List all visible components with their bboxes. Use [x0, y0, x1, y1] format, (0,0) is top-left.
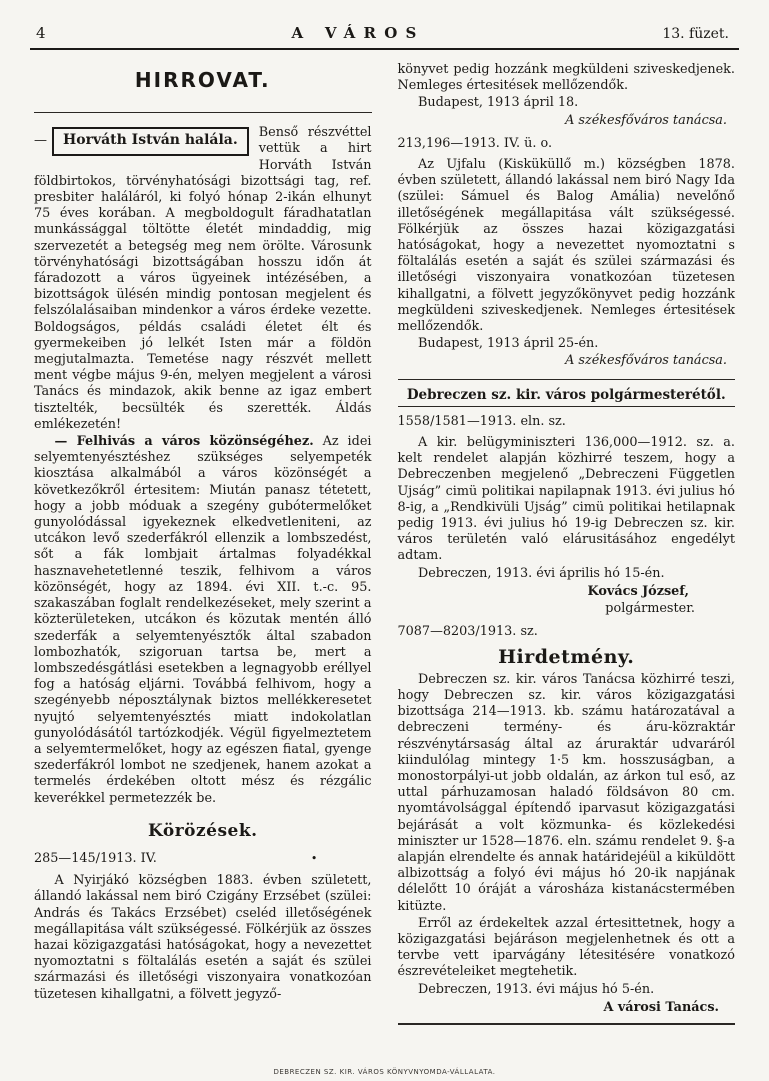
notice-body-1: Debreczen sz. kir. város Tanácsa közhirré teszi, hogy Debreczen sz. kir. város közigazgatási bizottsága 214—1913. kb. számu határozatával a debreczeni termény- és áru-közraktár részvénytársaság által az áruraktár udvaráról kiindulólag mintegy 1·5 km. hosszuságban, a monostorpályi-ut jobb oldalán, az árkon tul eső, az uttal párhuzamosan haladó földsávon 80 cm. nyomtávolsággal építendő iparvasut közigazgatási bejárását a volt közmunka- és közlekedési miniszter ur 1528—1876. eln. számu rendelet 9. §-a alapján elrendelte és annak határidejéül a kiküldött albizottság a folyó évi május hó 20-ik napjának délelőtt 10 óráját a városháza kistanácstermében kitüzte. [397, 671, 735, 914]
obituary-lead [34, 127, 249, 155]
appeal-title: — Felhivás a város közönségéhez. [54, 434, 314, 450]
section-title-hirrovat: HIRROVAT. [134, 68, 271, 92]
obituary-dash: — [34, 133, 47, 149]
mayor-section-rule-top [398, 379, 736, 380]
appeal-body: Az idei selyemtenyésztéshez szükséges selyempeték kiosztása alkalmából a város közönségét a következőkről értesitem: Miután panasz tétetett, hogy a jobb móduak a szegény gubótermelőket gunyolódással igyekeznek elkedvetleniteni, az utcákon levő szederfákról ellenzik a lombszedést, sőt a fák lombjait ártalmas folyadékkal hasznavehetetlenné teszik, felhivom a város közönségét, hogy az 1894. évi XII. t.-c. 95. szakaszában foglalt rendelkezéseket, mely szerint a közterületeken, utcákon és közutak mentén álló szederfák a selyemtenyésztők által szabadon lombozhatók, szigoruan tartsa be, mert a lombszedésgátlási esetekben a legnagyobb eréllyel fog a hatóság eljárni. Továbbá felhivom, hogy a szegényebb néposztálynak biztos mellékkeresetet nyujtó selyemtenyésztés miatt indokolatlan gunyolódásától tartózkodjék. Végül figyelmeztetem a selyemtermelőket, hogy az egészen fiatal, gyenge szederfákról lombot ne szedjenek, hanem azokat a termelés érdekében oltott mész és rézgálic keverékkel permetezzék be. [34, 434, 372, 806]
case-number-line [34, 851, 372, 867]
dateline-1: Budapest, 1913 ápril 18. [417, 95, 579, 111]
mayor-signer-name: Kovács József, [587, 583, 689, 599]
obituary-intro: Benső részvéttel vettük a hirt [258, 125, 372, 157]
notice-body-2: Erről az érdekeltek azzal értesittetnek, hogy a közigazgatási bejáráson megjelenhetnek és ott a tervbe vett iparvágány létesitésére vonatkozó észrevételeiket megtehetik. [397, 915, 735, 980]
left-column [34, 62, 372, 1025]
end-rule [398, 1023, 736, 1025]
notice-ref-number: 7087—8203/1913. sz. [397, 624, 538, 640]
signature-2: A székesfőváros tanácsa. [565, 353, 727, 369]
journal-title: A VÁROS [291, 24, 425, 42]
case-number: 285—145/1913. IV. [34, 850, 157, 866]
hirrovat-rule [34, 112, 372, 113]
ornament-dot: • [310, 851, 318, 865]
notice-signature: A városi Tanács. [603, 999, 719, 1015]
columns [0, 50, 769, 1025]
page-number: 4 [36, 24, 46, 42]
case2-paragraph: Az Ujfalu (Kisküküllő m.) községben 1878. évben született, állandó lakással nem biró Nagy Ida (szülei: Sámuel és Balog Amália) nevelőnő illetőségének megállapitása vált szükségessé. Fölkérjük az összes hazai közigazgatási hatóságokat, hogy a nevezettet nyomoztatni s föltalálás esetén a saját és szülei származási és illetőségi viszonyaira vonatkozóan tüzetesen kihallgatni, a fölvett jegyzőkönyvet pedig hozzánk megküldeni sziveskedjenek. Nemleges értesitések mellőzendők. [397, 157, 735, 335]
mayor-signer-title: polgármester. [605, 601, 695, 617]
mayor-dateline: Debreczen, 1913. évi április hó 15-én. [417, 565, 665, 581]
dateline-2: Budapest, 1913 ápril 25-én. [417, 336, 599, 352]
appeal-paragraph [34, 434, 372, 807]
mayor-section-rule-bottom [398, 406, 736, 407]
signature-1: A székesfőváros tanácsa. [565, 112, 727, 128]
mayor-ref-number: 1558/1581—1913. eln. sz. [397, 413, 566, 429]
notice-dateline: Debreczen, 1913. évi május hó 5-én. [417, 981, 655, 997]
notice-title: Hirdetmény. [498, 645, 635, 668]
issue-number: 13. füzet. [662, 26, 729, 42]
warrant-paragraph: A Nyirjákó községben 1883. évben született, állandó lakással nem biró Czigány Erzsébet (szülei: András és Takács Erzsébet) cseléd illetőségének megállapitása vált szükségessé. Fölkérjük az összes hazai közigazgatási hatóságokat, hogy a nevezettet nyomoztatni s föltalálás esetén a saját és szülei származási és illetőségi viszonyaira vonatkozóan tüzetesen kihallgatni, a fölvett jegyző- [34, 873, 372, 1002]
obituary-body: Horváth István földbirtokos, törvényhatósági bizottsági tag, ref. presbiter haláláról, ki folyó hónap 2-ikán elhunyt 75 éves korában. A megboldogult fáradhatatlan munkássággal töltötte életét mindaddig, mig szervezetét a betegség meg nem örölte. Városunk törvényhatósági bizottságában hosszu időn át fáradozott a város ügyeinek intézésében, a bizottságok ülésén mindig pontosan megjelent és felszólalásaiban mindenkor a város érdeke vezette. Boldogságos, példás családi életet élt és gyermekeiben jó lelkét Isten már a földön megjutalmazta. Temetése nagy részvét mellett ment végbe május 9-én, melyen megjelent a városi Tanács és mindazok, akik benne az igaz embert tisztelték, becsülték és szerették. Áldás emlékezetén! [34, 157, 372, 432]
imprint-line: DEBRECZEN SZ. KIR. VÁROS KÖNYVNYOMDA-VÁLLALATA. [273, 1068, 496, 1076]
section-title-korozesek: Körözések. [147, 820, 258, 841]
case2-number: 213,196—1913. IV. ü. o. [397, 135, 553, 151]
page-header [0, 0, 769, 46]
obituary-boxed-title: Horváth István halála. [52, 127, 249, 155]
mayor-body: A kir. belügyminiszteri 136,000—1912. sz. a. kelt rendelet alapján közhirré teszem, hogy a Debreczenben megjelenő „Debreczeni Független Ujság” cimü politikai napilapnak 1913. évi julius hó 8-ig, a „Rendkivüli Ujság” cimü politikai hetilapnak pedig 1913. évi julius hó 19-ig Debreczen sz. kir. város területén való elárusitásához engedélyt adtam. [397, 435, 735, 564]
right-column [398, 62, 736, 1025]
mayor-section-title: Debreczen sz. kir. város polgármesterétől. [406, 386, 726, 403]
obituary-paragraph [34, 125, 372, 433]
continuation-paragraph: könyvet pedig hozzánk megküldeni sziveskedjenek. Nemleges értesitések mellőzendők. [397, 62, 735, 94]
